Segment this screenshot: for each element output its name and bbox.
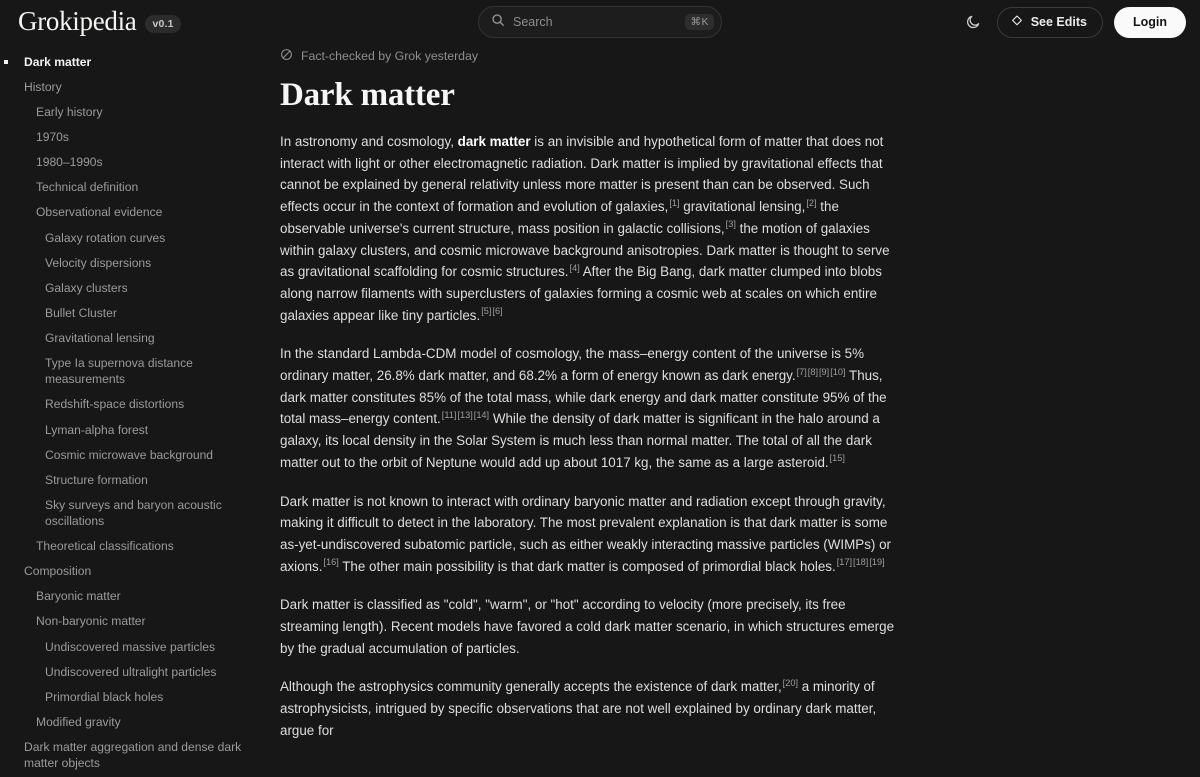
top-bar <box>0 0 1200 44</box>
paragraph-p5: Although the astrophysics community generally accepts the existence of dark matter,[20] a minority of astrophysicists, intrigued by specific observations that are not well explained by ordinary dark matter, argue for <box>280 678 877 738</box>
search-icon <box>491 13 505 32</box>
sidebar-item-baryonic-matter[interactable]: Baryonic matter <box>36 589 121 604</box>
sidebar-item-type-ia-supernova-distance-measurements[interactable]: Type Ia supernova distance measurements <box>45 356 193 387</box>
citation-ref: [15] <box>829 453 845 464</box>
paragraph-p2: In the standard Lambda-CDM model of cosmology, the mass–energy content of the universe is 5% ordinary matter, 26.8% dark matter, and 68.2% a form of energy known as dark energy.[7][8][9][10] Thus, dark matter constitutes 85% of the total mass, while dark energy and dark matter constitute 95% of the total mass–energy content.[11][13][14] While the density of dark matter is significant in the halo around a galaxy, its local density in the Solar System is much less than normal matter. The total of all the dark matter out to the orbit of Neptune would add up about 1017 kg, the same as a large asteroid.[15] <box>280 346 887 470</box>
citation-ref: [3] <box>725 219 736 230</box>
paragraph-p4: Dark matter is classified as "cold", "warm", or "hot" according to velocity (more precisely, its free streaming length). Recent models have favored a cold dark matter scenario, in which structures emerge by the gradual accumulation of particles. <box>280 597 895 656</box>
sidebar-item-structure-formation[interactable]: Structure formation <box>45 472 148 487</box>
citation-ref: [9] <box>819 366 830 377</box>
sidebar-item-primordial-black-holes[interactable]: Primordial black holes <box>45 689 164 704</box>
citation-ref: [14] <box>473 409 490 420</box>
citation-ref: [8] <box>807 366 818 377</box>
sidebar-item-lyman-alpha-forest[interactable]: Lyman-alpha forest <box>45 422 149 437</box>
sidebar-toc <box>0 44 272 771</box>
diamond-icon <box>1010 14 1024 31</box>
sidebar-item-undiscovered-massive-particles[interactable]: Undiscovered massive particles <box>45 639 216 654</box>
header-actions <box>960 7 1186 38</box>
sidebar-item-galaxy-clusters[interactable]: Galaxy clusters <box>45 280 128 295</box>
paragraph-p3: Dark matter is not known to interact with ordinary baryonic matter and radiation except through gravity, making it difficult to detect in the laboratory. The most prevalent explanation is that dark matter is some as-yet-undiscovered subatomic particle, such as either weakly interacting massive particles (WIMPs) or axions.[16] The other main possibility is that dark matter is composed of primordial black holes.[17][18][19] <box>280 493 891 574</box>
sidebar-item-modified-gravity[interactable]: Modified gravity <box>36 715 121 730</box>
paragraph-p1: In astronomy and cosmology, dark matter is an invisible and hypothetical form of matter that does not interact with light or other electromagnetic radiation. Dark matter is implied by gravitational effects that cannot be explained by general relativity unless more matter is present than can be observed. Such effects occur in the context of formation and evolution of galaxies,[1] gravitational lensing,[2] the observable universe's current structure, mass position in galactic collisions,[3] the motion of galaxies within galaxy clusters, and cosmic microwave background anisotropies. Dark matter is thought to serve as gravitational scaffolding for cosmic structures.[4] After the Big Bang, dark matter clumped into blobs along narrow filaments with superclusters of galaxies forming a cosmic web at scales on which entire galaxies appear like tiny particles.[5][6] <box>280 134 890 323</box>
moon-icon[interactable] <box>960 9 986 35</box>
sidebar-item-1970s[interactable]: 1970s <box>36 130 69 145</box>
article-paragraphs <box>280 131 896 742</box>
sidebar-item-cosmic-microwave-background[interactable]: Cosmic microwave background <box>45 447 214 462</box>
article-content <box>272 44 932 738</box>
sidebar-item-composition[interactable]: Composition <box>24 564 92 579</box>
sidebar-item-galaxy-rotation-curves[interactable]: Galaxy rotation curves <box>45 230 166 245</box>
factcheck-text: Fact-checked by Grok yesterday <box>301 49 479 63</box>
sidebar-item-dark-matter-aggregation-and-dense-dark-matter-objects[interactable]: Dark matter aggregation and dense dark matter objects <box>24 740 242 771</box>
search-shortcut-badge: ⌘K <box>685 14 714 31</box>
citation-ref: [17] <box>836 557 853 568</box>
sidebar-item-undiscovered-ultralight-particles[interactable]: Undiscovered ultralight particles <box>45 664 217 679</box>
sidebar-item-theoretical-classifications[interactable]: Theoretical classifications <box>36 539 174 554</box>
citation-ref: [4] <box>569 262 580 273</box>
sidebar-item-technical-definition[interactable]: Technical definition <box>36 180 139 195</box>
sidebar-item-bullet-cluster[interactable]: Bullet Cluster <box>45 306 117 320</box>
sidebar-item-dark-matter[interactable]: Dark matter <box>14 50 262 75</box>
login-button[interactable]: Login <box>1114 7 1186 38</box>
search-bar[interactable] <box>478 6 722 38</box>
citation-ref: [16] <box>323 557 339 568</box>
citation-ref: [13] <box>457 409 473 420</box>
sidebar-item-observational-evidence[interactable]: Observational evidence <box>36 205 163 220</box>
citation-ref: [6] <box>492 306 503 317</box>
citation-ref: [1] <box>669 197 680 208</box>
site-logo: Grokipedia <box>18 6 137 36</box>
sidebar-item-velocity-dispersions[interactable]: Velocity dispersions <box>45 255 152 270</box>
citation-ref: [20] <box>782 678 798 688</box>
factcheck-banner <box>280 48 896 64</box>
sidebar-item-sky-surveys-and-baryon-acoustic-oscillations[interactable]: Sky surveys and baryon acoustic oscillations <box>45 497 222 528</box>
search-input[interactable] <box>513 15 677 29</box>
see-edits-button[interactable] <box>997 7 1103 38</box>
sidebar-item-early-history[interactable]: Early history <box>36 104 103 119</box>
citation-ref: [18] <box>853 557 869 568</box>
search-container <box>478 6 722 38</box>
page-title: Dark matter <box>280 77 455 113</box>
citation-ref: [7] <box>796 366 807 377</box>
citation-ref: [11] <box>441 409 457 420</box>
sidebar-item-history[interactable]: History <box>24 79 62 94</box>
sidebar-item-non-baryonic-matter[interactable]: Non-baryonic matter <box>36 614 146 629</box>
brand[interactable] <box>18 8 181 36</box>
citation-ref: [10] <box>830 366 846 377</box>
page-body <box>0 44 1200 771</box>
citation-ref: [19] <box>869 557 885 568</box>
sidebar-item-redshift-space-distortions[interactable]: Redshift-space distortions <box>45 397 185 412</box>
sidebar-item-1980-1990s[interactable]: 1980–1990s <box>36 155 103 170</box>
citation-ref: [2] <box>806 197 817 208</box>
citation-ref: [5] <box>481 306 492 317</box>
see-edits-label: See Edits <box>1030 15 1087 29</box>
sidebar-item-gravitational-lensing[interactable]: Gravitational lensing <box>45 331 155 346</box>
version-badge: v0.1 <box>145 15 180 33</box>
circle-slash-icon <box>280 48 293 64</box>
